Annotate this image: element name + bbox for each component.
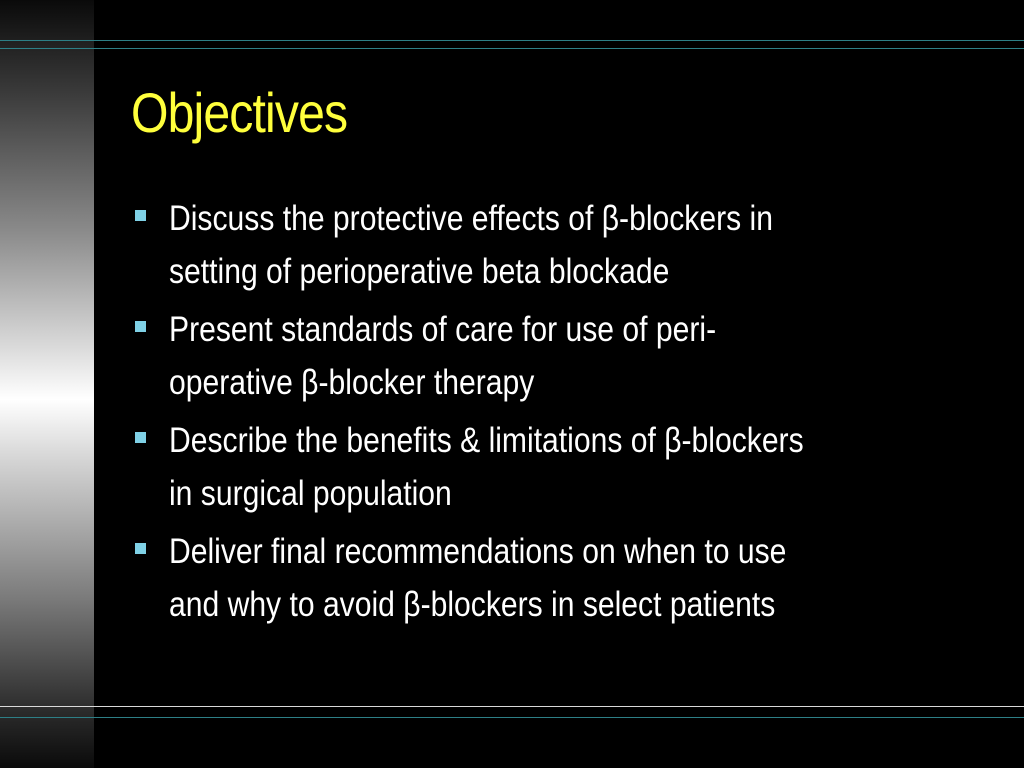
list-item [131,192,991,298]
top-rule-lower [0,48,1024,49]
objectives-list [131,192,991,636]
bullet-text [169,192,969,298]
bullet-line: and why to avoid β-blockers in select patients [169,585,776,624]
bullet-line: Describe the benefits & limitations of β-blockers [169,421,804,460]
list-item [131,303,991,409]
list-item [131,414,991,520]
bullet-line: setting of perioperative beta blockade [169,252,670,291]
square-bullet-icon [135,543,146,554]
bottom-rule-lower [0,717,1024,718]
bottom-rule-upper [0,706,1024,707]
square-bullet-icon [135,321,146,332]
bullet-text [169,525,969,631]
bullet-line: operative β-blocker therapy [169,363,535,402]
slide-title: Objectives [131,81,348,144]
bullet-line: Discuss the protective effects of β-blockers in [169,199,773,238]
square-bullet-icon [135,210,146,221]
bullet-text [169,303,969,409]
square-bullet-icon [135,432,146,443]
top-rule-upper [0,40,1024,41]
left-gradient-band [0,0,94,768]
bullet-line: Present standards of care for use of peri- [169,310,717,349]
bullet-line: in surgical population [169,474,452,513]
bullet-text [169,414,969,520]
bullet-line: Deliver final recommendations on when to use [169,532,787,571]
list-item [131,525,991,631]
